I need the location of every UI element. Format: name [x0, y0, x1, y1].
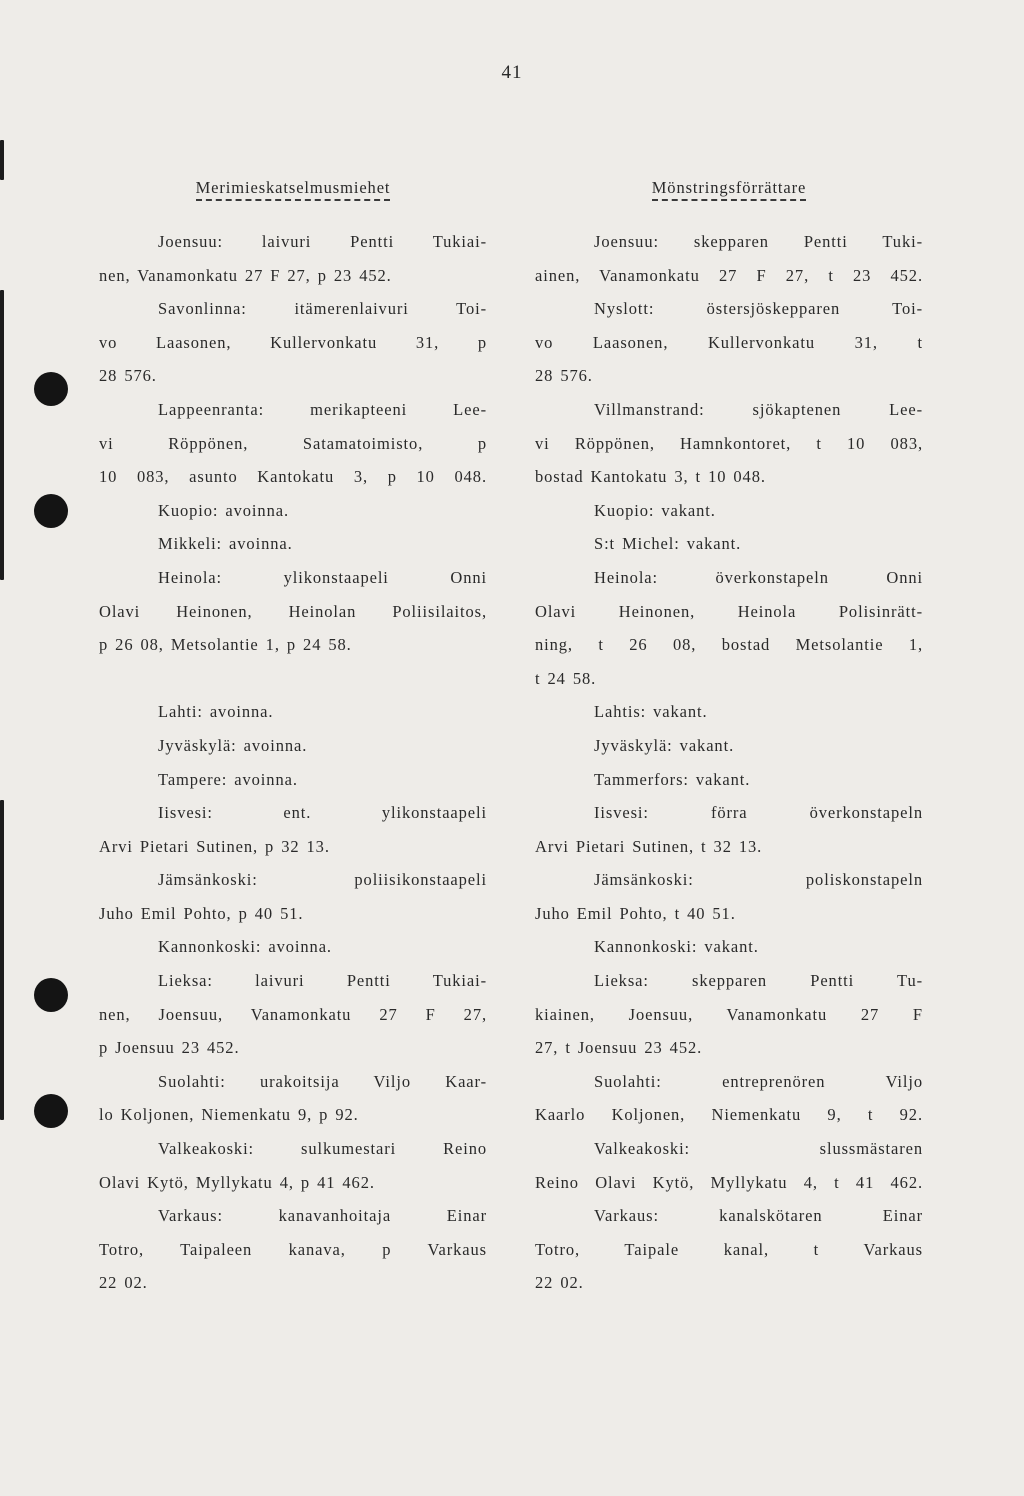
text-line: Kaarlo Koljonen, Niemenkatu 9, t 92. [535, 1105, 923, 1125]
text-line: Juho Emil Pohto, p 40 51. [99, 903, 304, 923]
text-line: lo Koljonen, Niemenkatu 9, p 92. [99, 1105, 359, 1125]
text-line: Lappeenranta: merikapteeni Lee- [158, 399, 487, 419]
text-line: nen, Joensuu, Vanamonkatu 27 F 27, [99, 1004, 487, 1024]
text-line: Totro, Taipale kanal, t Varkaus [535, 1239, 923, 1259]
text-line: kiainen, Joensuu, Vanamonkatu 27 F [535, 1004, 923, 1024]
text-line: Savonlinna: itämerenlaivuri Toi- [158, 299, 487, 319]
text-line: 27, t Joensuu 23 452. [535, 1038, 703, 1058]
text-line: Arvi Pietari Sutinen, p 32 13. [99, 836, 330, 856]
text-line: 10 083, asunto Kantokatu 3, p 10 048. [99, 467, 487, 487]
page-edge-mark [0, 800, 4, 1120]
text-line: p Joensuu 23 452. [99, 1038, 240, 1058]
text-line: Totro, Taipaleen kanava, p Varkaus [99, 1239, 487, 1259]
punch-hole [34, 1094, 68, 1128]
text-line: vi Röppönen, Hamnkontoret, t 10 083, [535, 433, 923, 453]
text-line: Heinola: överkonstapeln Onni [594, 567, 923, 587]
punch-hole [34, 372, 68, 406]
text-line: bostad Kantokatu 3, t 10 048. [535, 467, 766, 487]
text-line: 28 576. [535, 366, 593, 386]
text-line: Mikkeli: avoinna. [158, 534, 293, 554]
column-heading: Mönstringsförrättare [535, 178, 923, 201]
text-line: Lahti: avoinna. [158, 702, 274, 722]
text-line: Tampere: avoinna. [158, 769, 298, 789]
swedish-column [535, 178, 923, 1300]
finnish-column [99, 178, 487, 1300]
page-number: 41 [501, 62, 523, 83]
text-line: Joensuu: laivuri Pentti Tukiai- [158, 232, 487, 251]
text-line: Reino Olavi Kytö, Myllykatu 4, t 41 462. [535, 1172, 923, 1192]
text-line: Kannonkoski: avoinna. [158, 937, 332, 957]
text-line: Kannonkoski: vakant. [594, 937, 759, 957]
text-line: Juho Emil Pohto, t 40 51. [535, 903, 736, 923]
text-line: t 24 58. [535, 668, 597, 688]
text-line: Heinola: ylikonstaapeli Onni [158, 567, 487, 587]
text-line: Olavi Heinonen, Heinolan Poliisilaitos, [99, 601, 487, 621]
text-line: Iisvesi: ent. ylikonstaapeli [158, 803, 487, 823]
text-line: Lahtis: vakant. [594, 702, 708, 722]
text-line: Suolahti: urakoitsija Viljo Kaar- [158, 1071, 487, 1091]
text-line: Arvi Pietari Sutinen, t 32 13. [535, 836, 763, 856]
page-edge-mark [0, 290, 4, 580]
text-line: S:t Michel: vakant. [594, 534, 742, 554]
text-line: Villmanstrand: sjökaptenen Lee- [594, 399, 923, 419]
text-line: vo Laasonen, Kullervonkatu 31, p [99, 332, 487, 352]
text-line: Varkaus: kanavanhoitaja Einar [158, 1206, 487, 1226]
text-line: 28 576. [99, 366, 157, 386]
text-line: Jämsänkoski: poliskonstapeln [594, 870, 923, 890]
text-line: Jyväskylä: vakant. [594, 735, 735, 755]
text-line: Lieksa: skepparen Pentti Tu- [594, 971, 923, 991]
text-line: Valkeakoski: sulkumestari Reino [158, 1139, 487, 1159]
text-line: Varkaus: kanalskötaren Einar [594, 1206, 923, 1226]
text-line: Kuopio: avoinna. [158, 500, 289, 520]
text-line: Jämsänkoski: poliisikonstaapeli [158, 870, 487, 890]
punch-hole [34, 494, 68, 528]
punch-hole [34, 978, 68, 1012]
text-line: p 26 08, Metsolantie 1, p 24 58. [99, 635, 352, 655]
text-line: Joensuu: skepparen Pentti Tuki- [594, 232, 923, 251]
text-line: Olavi Kytö, Myllykatu 4, p 41 462. [99, 1172, 375, 1192]
entry-lines [535, 225, 923, 1300]
entry-lines [99, 225, 487, 1300]
page-edge-mark [0, 140, 4, 180]
text-line: Kuopio: vakant. [594, 500, 716, 520]
text-line: Olavi Heinonen, Heinola Polisinrätt- [535, 601, 923, 621]
text-line: Jyväskylä: avoinna. [158, 735, 308, 755]
text-line: Iisvesi: förra överkonstapeln [594, 803, 923, 823]
text-line: vi Röppönen, Satamatoimisto, p [99, 433, 487, 453]
text-line: Suolahti: entreprenören Viljo [594, 1071, 923, 1091]
text-line: 22 02. [535, 1273, 584, 1293]
text-line: vo Laasonen, Kullervonkatu 31, t [535, 332, 923, 352]
text-line: nen, Vanamonkatu 27 F 27, p 23 452. [99, 265, 392, 285]
column-heading: Merimieskatselmusmiehet [99, 178, 487, 201]
text-line: ainen, Vanamonkatu 27 F 27, t 23 452. [535, 265, 923, 285]
text-line: 22 02. [99, 1273, 148, 1293]
text-line: Nyslott: östersjöskepparen Toi- [594, 299, 923, 319]
text-line: Valkeakoski: slussmästaren [594, 1139, 923, 1159]
text-line: Lieksa: laivuri Pentti Tukiai- [158, 971, 487, 991]
text-line: ning, t 26 08, bostad Metsolantie 1, [535, 635, 923, 655]
blank-line [99, 662, 487, 696]
text-line: Tammerfors: vakant. [594, 769, 751, 789]
